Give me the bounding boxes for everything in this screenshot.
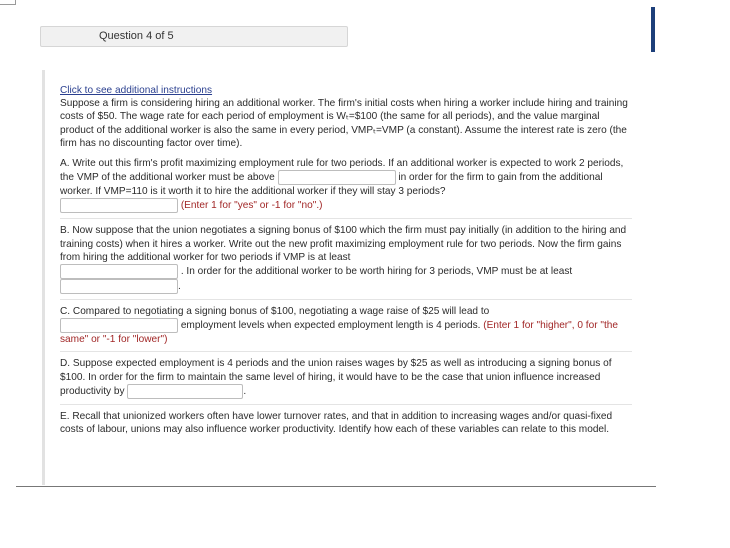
- section-divider: [60, 404, 632, 405]
- section-divider: [60, 351, 632, 352]
- part-a-hint: (Enter 1 for "yes" or -1 for "no".): [180, 200, 323, 212]
- question-panel: [42, 70, 633, 485]
- part-c-employment-level-input[interactable]: [60, 318, 178, 333]
- question-header: [40, 26, 348, 47]
- section-divider: [60, 299, 632, 300]
- part-a-hire-3-periods-input[interactable]: [60, 198, 178, 213]
- part-a: [60, 157, 632, 213]
- part-e-text: E. Recall that unionized workers often have lower turnover rates, and that in addition to increasing wages and/or quasi-fixed costs of labour, unions may also influence worker productivity. Identify how each of these variables can relate to this model.: [60, 410, 613, 436]
- part-b-two-period-vmp-input[interactable]: [60, 264, 178, 279]
- part-c-text-1: C. Compared to negotiating a signing bonus of $100, negotiating a wage raise of $25 will lead to: [60, 306, 490, 318]
- part-a-text-1: A. Write out this firm's profit maximizing employment rule for two periods. If an additional worker is expected to work 2 periods, the VMP of the additional worker must be above: [60, 158, 624, 184]
- part-c: [60, 305, 632, 346]
- question-counter: Question 4 of 5: [99, 30, 174, 42]
- part-d: [60, 357, 632, 398]
- part-b: [60, 224, 632, 294]
- section-divider: [60, 218, 632, 219]
- part-c-hint: (Enter 1 for "higher", 0 for "the same" or "-1 for "lower"): [60, 320, 618, 346]
- part-c-text-2: employment levels when expected employment length is 4 periods.: [180, 320, 481, 332]
- scroll-indicator[interactable]: [651, 7, 655, 52]
- part-e: [60, 410, 632, 436]
- bottom-divider: [16, 486, 656, 487]
- additional-instructions-link[interactable]: Click to see additional instructions: [60, 85, 213, 96]
- intro-paragraph: Suppose a firm is considering hiring an additional worker. The firm's initial costs when hiring a worker include hiring and training costs of $50. The wage rate for each period of employment is Wₜ=$100 (the same for all periods), and the value marginal product of the additional worker is also the same in every period, VMPₜ=VMP (a constant). Assume the interest rate is zero (the firm has no discounting factor over time).: [60, 98, 628, 149]
- part-d-productivity-input[interactable]: [127, 384, 243, 399]
- part-a-text-2: in order for the firm to gain from the additional worker. If VMP=110 is it worth it to hire the additional worker if they will stay 3 periods?: [60, 172, 603, 198]
- window-corner-mark: [0, 0, 16, 5]
- part-a-vmp-input[interactable]: [278, 170, 396, 185]
- part-d-text-2: .: [243, 386, 247, 398]
- part-b-text-2: . In order for the additional worker to be worth hiring for 3 periods, VMP must be at least: [180, 266, 573, 278]
- part-d-text-1: D. Suppose expected employment is 4 periods and the union raises wages by $25 as well as introducing a signing bonus of $100. In order for the firm to maintain the same level of hiring, it would have to be the case that union influence increased productivity by: [60, 358, 612, 398]
- part-b-three-period-vmp-input[interactable]: [60, 279, 178, 294]
- question-body: [60, 84, 632, 436]
- part-b-text-1: B. Now suppose that the union negotiates a signing bonus of $100 which the firm must pay initially (in addition to the hiring and training costs) when it hires a worker. Write out the new profit maximizing employment rule for two periods. Now the firm gains from hiring the additional worker for two periods if VMP is at least: [60, 225, 627, 263]
- part-b-text-3: .: [178, 281, 181, 293]
